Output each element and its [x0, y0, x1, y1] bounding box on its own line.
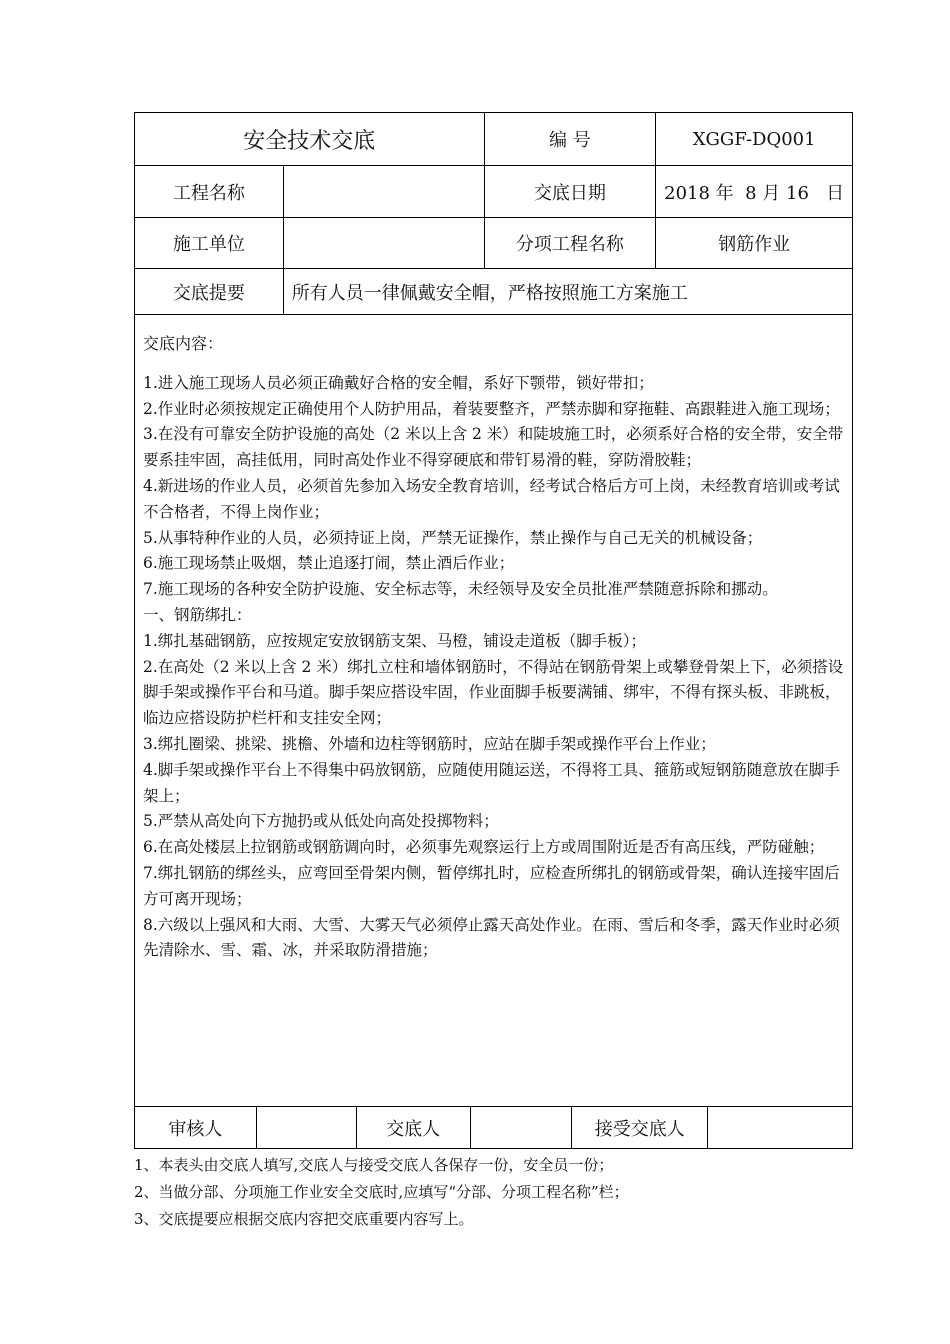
unit-row — [135, 218, 852, 269]
content-line: 2.在高处（2 米以上含 2 米）绑扎立柱和墙体钢筋时，不得站在钢筋骨架上或攀登骨架上下，必须搭设脚手架或操作平台和马道。脚手架应搭设牢固，作业面脚手板要满铺、绑牢，不得有探头板、非跳板，临边应搭设防护栏杆和支挂安全网； — [143, 657, 844, 728]
content-line: 6.施工现场禁止吸烟，禁止追逐打闹，禁止酒后作业； — [143, 554, 515, 573]
disclosure-date-label: 交底日期 — [485, 166, 657, 217]
disclosure-date-value: 2018 年 8 月 16 日 — [664, 182, 845, 204]
header-row — [135, 113, 852, 166]
content-lines — [143, 371, 844, 964]
footnote: 2、当做分部、分项施工作业安全交底时,应填写“分部、分项工程名称”栏； — [134, 1183, 629, 1201]
reviewer-signature — [257, 1107, 357, 1148]
receiver-signature — [708, 1107, 852, 1148]
subitem-name-label: 分项工程名称 — [485, 218, 657, 268]
form-title: 安全技术交底 — [135, 113, 485, 165]
content-line: 5.严禁从高处向下方抛扔或从低处向高处投掷物料； — [143, 812, 499, 831]
reviewer-label: 审核人 — [135, 1107, 257, 1148]
project-name-label: 工程名称 — [135, 166, 284, 217]
content-line: 4.脚手架或操作平台上不得集中码放钢筋，应随使用随运送，不得将工具、箍筋或短钢筋随意放在脚手架上； — [143, 760, 840, 805]
receiver-label: 接受交底人 — [572, 1107, 708, 1148]
summary-row — [135, 269, 852, 315]
discloser-label: 交底人 — [357, 1107, 471, 1148]
content-line: 1.绑扎基础钢筋，应按规定安放钢筋支架、马橙，铺设走道板（脚手板）； — [143, 631, 647, 650]
construction-unit-value — [284, 218, 485, 268]
safety-disclosure-form — [134, 112, 853, 1149]
summary-value: 所有人员一律佩戴安全帽，严格按照施工方案施工 — [291, 282, 688, 304]
disclosure-content — [135, 315, 852, 1107]
discloser-signature — [471, 1107, 573, 1148]
construction-unit-label: 施工单位 — [135, 218, 284, 268]
content-line: 2.作业时必须按规定正确使用个人防护用品，着装要整齐，严禁赤脚和穿拖鞋、高跟鞋进入施工现场； — [143, 399, 840, 418]
content-line: 一、钢筋绑扎： — [143, 605, 252, 624]
signature-row — [135, 1107, 852, 1148]
content-line: 3.绑扎圈梁、挑梁、挑檐、外墙和边柱等钢筋时，应站在脚手架或操作平台上作业； — [143, 734, 716, 753]
number-label: 编 号 — [485, 113, 657, 165]
footnote: 3、交底提要应根据交底内容把交底重要内容写上。 — [134, 1210, 474, 1228]
content-line: 3.在没有可靠安全防护设施的高处（2 米以上含 2 米）和陡坡施工时，必须系好合格的安全带，安全带要系挂牢固，高挂低用，同时高处作业不得穿硬底和带钉易滑的鞋，穿防滑胶鞋； — [143, 425, 844, 470]
subitem-name-value: 钢筋作业 — [718, 234, 791, 255]
content-line: 7.绑扎钢筋的绑丝头，应弯回至骨架内侧，暂停绑扎时，应检查所绑扎的钢筋或骨架，确认连接牢固后方可离开现场； — [143, 863, 840, 908]
summary-label: 交底提要 — [135, 269, 284, 314]
content-line: 6.在高处楼层上拉钢筋或钢筋调向时，必须事先观察运行上方或周围附近是否有高压线，严防碰触； — [143, 838, 825, 857]
content-line: 8.六级以上强风和大雨、大雪、大雾天气必须停止露天高处作业。在雨、雪后和冬季，露天作业时必须先清除水、雪、霜、冰，并采取防滑措施； — [143, 915, 840, 960]
project-name-value — [284, 166, 485, 217]
content-line: 7.施工现场的各种安全防护设施、安全标志等，未经领导及安全员批准严禁随意拆除和挪动。 — [143, 580, 778, 599]
footnote: 1、本表头由交底人填写,交底人与接受交底人各保存一份，安全员一份； — [134, 1156, 614, 1174]
number-value: XGGF-DQ001 — [692, 128, 816, 150]
content-line: 5.从事特种作业的人员，必须持证上岗，严禁无证操作，禁止操作与自己无关的机械设备； — [143, 528, 763, 547]
content-line: 4.新进场的作业人员，必须首先参加入场安全教育培训，经考试合格后方可上岗，未经教育培训或考试不合格者，不得上岗作业； — [143, 476, 840, 521]
footnotes — [134, 1152, 629, 1233]
project-row — [135, 166, 852, 218]
content-heading: 交底内容： — [143, 334, 224, 353]
content-line: 1.进入施工现场人员必须正确戴好合格的安全帽，系好下颚带，锁好带扣； — [143, 373, 654, 392]
